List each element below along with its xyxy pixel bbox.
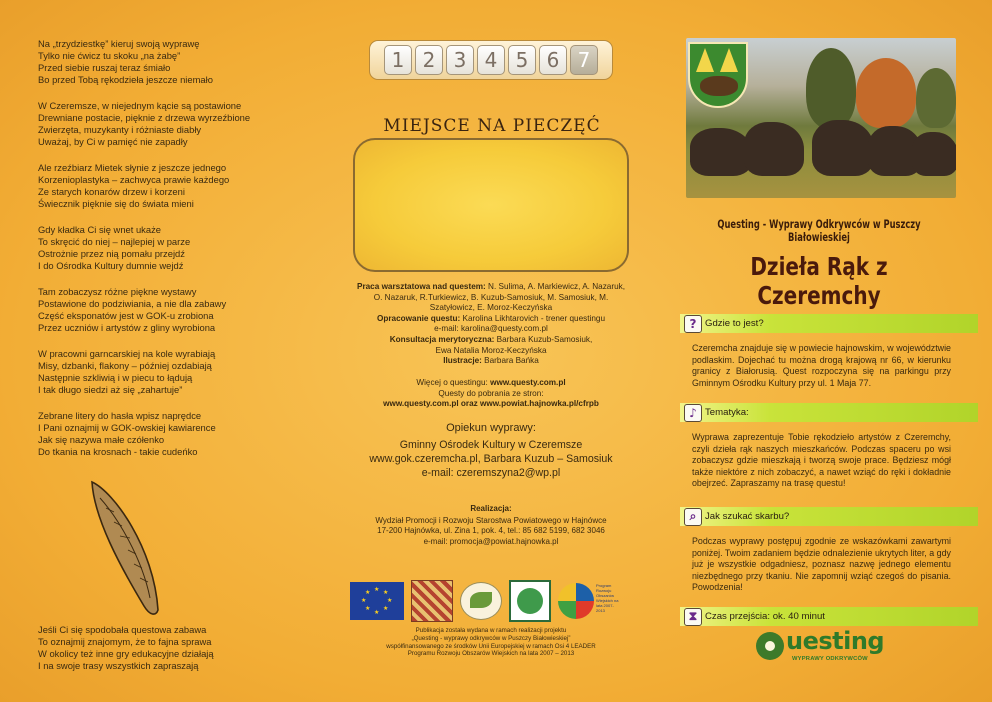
folk-pattern-logo xyxy=(411,580,453,622)
guardian-info xyxy=(356,438,626,480)
number-box: 1 xyxy=(384,45,412,75)
poem-line: Na „trzydziestkę” kieruj swoją wyprawę xyxy=(38,38,200,49)
poem-line: To oznajmij znajomym, że to fajna sprawa xyxy=(38,636,212,647)
weaving-shuttle-illustration xyxy=(84,478,164,618)
magnifier-icon: ⌕ xyxy=(684,508,702,526)
poem-line: To skręcić do niej – najlepiej w parze xyxy=(38,236,191,247)
bison-figure xyxy=(812,120,874,176)
section-text: Czeremcha znajduje się w powiecie hajnowskim, w województwie podlaskim. Dojechać tu można drogą krajową nr 66, w kierunku granicy z Białorusią. Quest rozpoczyna się na parkingu przy Gminnym Ośrodku Kultury przy ul. 1 Maja 77. xyxy=(692,343,951,388)
section-label: Czas przejścia: ok. 40 minut xyxy=(705,611,825,622)
number-box: 5 xyxy=(508,45,536,75)
poem-line: Jeśli Ci się spodobała questowa zabawa xyxy=(38,624,207,635)
poem-line: Drewniane postacie, pięknie z drzewa wyrzeźbione xyxy=(38,112,251,123)
series-title: Questing - Wyprawy Odkrywców w Puszczy Białowieskiej xyxy=(717,218,921,244)
section-label: Tematyka: xyxy=(705,407,749,418)
poem-line: Uważaj, by Ci w pamięć nie zapadły xyxy=(38,136,188,147)
hourglass-icon: ⧗ xyxy=(684,608,702,626)
poem-line: W Czeremsze, w niejednym kącie są postawione xyxy=(38,100,242,111)
crest-bison-icon xyxy=(700,76,738,96)
poem-stanza xyxy=(38,348,338,396)
credits-text: Ewa Natalia Moroz-Keczyńska xyxy=(435,345,547,355)
lgd-leaf-logo xyxy=(460,582,502,620)
forest-tree xyxy=(806,48,856,128)
letter-number-boxes xyxy=(369,40,613,80)
credits-text: Barbara Bańka xyxy=(484,356,539,366)
question-mark-icon: ? xyxy=(684,315,702,333)
questing-tagline: WYPRAWY ODKRYWCÓW xyxy=(792,656,868,662)
forest-tree xyxy=(916,68,956,128)
section-text: Podczas wyprawy postępuj zgodnie ze wskazówkami zawartymi poniżej. Twoim zadaniem będzie odnalezienie ukrytych liter, a gdy już je wszystkie odgadniesz, poznasz nazwę jednego elementu niezbędnego przy tkaniu. Nie zapomnij wziąć czegoś do pisania. Powodzenia! xyxy=(692,536,951,592)
guardian-line: e-mail: czeremszyna2@wp.pl xyxy=(421,467,561,479)
poem-line: Ostrożnie przez nią pomału przejdź xyxy=(38,248,185,259)
poem-closing xyxy=(38,624,338,672)
poem-line: Świecznik pięknie się do świata mieni xyxy=(38,198,194,209)
note-line: Programu Rozwoju Obszarów Wiejskich na lata 2007 – 2013 xyxy=(407,650,575,658)
crest-tree-icon xyxy=(720,48,738,72)
credits-email: e-mail: karolina@questy.com.pl xyxy=(434,324,548,334)
guardian-line: www.gok.czeremcha.pl, Barbara Kuzub – Samosiuk xyxy=(369,453,613,465)
credits-label: Praca warsztatowa nad questem: xyxy=(356,282,486,291)
main-title: Dzieła Rąk z Czeremchy xyxy=(750,252,888,310)
note-line: Publikacja została wydana w ramach realizacji projektu xyxy=(415,627,567,634)
poem-stanza xyxy=(38,224,338,272)
section-bar-time xyxy=(680,607,978,626)
sponsor-logos xyxy=(350,578,636,624)
bison-figure xyxy=(912,132,956,176)
questing-wordmark: uesting xyxy=(786,627,885,655)
poem-stanza xyxy=(38,162,338,210)
poem-stanza xyxy=(38,410,338,458)
poem-line: I na swoje trasy wszystkich zapraszają xyxy=(38,660,199,671)
poem-stanza xyxy=(38,100,338,148)
leader-logo xyxy=(509,580,551,622)
poem-line: Ale rzeźbiarz Mietek słynie z jeszcze jednego xyxy=(38,162,227,173)
credits-text: N. Sulima, A. Markiewicz, A. Nazaruk, O. Nazaruk, R.Turkiewicz, B. Kuzub-Samosiuk, M. Samosiuk, M. Szatyłowicz, E. Moroz-Keczyńska xyxy=(373,282,625,313)
download-links[interactable]: www.questy.com.pl oraz www.powiat.hajnowka.pl/cfrpb xyxy=(383,399,599,409)
realization-info xyxy=(356,516,626,547)
number-box: 3 xyxy=(446,45,474,75)
credits-label: Konsultacja merytoryczna: xyxy=(389,334,495,344)
poem-panel xyxy=(38,38,338,472)
autumn-tree xyxy=(856,58,916,128)
stamp-title: MIEJSCE NA PIECZĘĆ xyxy=(383,116,601,136)
poem-line: Misy, dzbanki, flakony – później ozdabiają xyxy=(38,360,212,371)
credits-text: Karolina Likhtarovich - trener questingu xyxy=(462,313,605,323)
number-box: 7 xyxy=(570,45,598,75)
stamp-area xyxy=(353,138,629,272)
guardian-line: Gminny Ośrodek Kultury w Czeremsze xyxy=(399,439,583,451)
realization-line: 17-200 Hajnówka, ul. Zina 1, pok. 4, tel.: 85 682 5199, 682 3046 xyxy=(377,526,605,536)
more-info-text: Więcej o questingu: xyxy=(416,378,488,387)
credits-label: Ilustracje: xyxy=(443,356,482,366)
poem-line: Przed siebie ruszaj teraz śmiało xyxy=(38,62,171,73)
realization-title: Realizacja: xyxy=(470,504,512,513)
poem-line: Tam zobaczysz różne piękne wystawy xyxy=(38,286,197,297)
section-label: Gdzie to jest? xyxy=(705,318,764,329)
section-bar-where xyxy=(680,314,978,333)
note-line: „Questing - wyprawy odkrywców w Puszczy Białowieskiej” xyxy=(411,634,571,642)
poem-line: Korzenioplastyka – zachwyca prawie każdego xyxy=(38,174,230,185)
number-box: 6 xyxy=(539,45,567,75)
bison-figure xyxy=(744,122,804,176)
poem-line: Przez uczniów i artystów z gliny wyrobiona xyxy=(38,322,216,333)
poem-line: Do tkania na krosnach - takie cudeńko xyxy=(38,446,198,457)
guardian-title: Opiekun wyprawy: xyxy=(446,422,536,434)
credits-text: Barbara Kuzub-Samosiuk, xyxy=(496,334,593,344)
section-text: Wyprawa zaprezentuje Tobie rękodzieło artystów z Czeremchy, czyli dzieła rąk naszych mieszkańców. Podczas spaceru po wsi zobaczysz gdzie mieszkają i tworzą swoje prace. Będziesz mógł także niektóre z nich zobaczyć, a nawet wziąć do ręki i dokładnie obejrzeć. Zapraszamy na trasę questu! xyxy=(692,432,951,488)
poem-line: Zwierzęta, muzykanty i różniaste diabły xyxy=(38,124,202,135)
more-info xyxy=(356,378,626,410)
note-line: współfinansowanego ze środków Unii Europejskiej w ramach Osi 4 LEADER xyxy=(386,642,596,650)
prow-caption: Program Rozwoju Obszarów Wiejskich na lata 2007-2013 xyxy=(596,583,619,613)
poem-line: W pracowni garncarskiej na kole wyrabiają xyxy=(38,348,216,359)
crest-tree-icon xyxy=(696,48,714,72)
poem-line: Część eksponatów jest w GOK-u zrobiona xyxy=(38,310,214,321)
questing-q-icon xyxy=(756,632,784,660)
poem-line: Tylko nie ćwicz tu skoku „na żabę” xyxy=(38,50,181,61)
county-coat-of-arms xyxy=(688,42,748,108)
poem-line: Zebrane litery do hasła wpisz naprędce xyxy=(38,410,202,421)
poem-stanza xyxy=(38,38,338,86)
poem-line: Postawione do podziwiania, a nie dla zabawy xyxy=(38,298,227,309)
number-box: 2 xyxy=(415,45,443,75)
prow-logo xyxy=(558,581,622,621)
poem-line: I do Ośrodka Kultury dumnie wejdź xyxy=(38,260,184,271)
poem-line: Bo przed Tobą rękodzieła jeszcze niemało xyxy=(38,74,213,85)
realization-line: Wydział Promocji i Rozwoju Starostwa Powiatowego w Hajnówce xyxy=(375,516,607,525)
number-box: 4 xyxy=(477,45,505,75)
poem-line: Następnie szkliwią i w piecu to łądują xyxy=(38,372,193,383)
credits-label: Opracowanie questu: xyxy=(377,313,461,323)
poem-line: I Pani oznajmij w GOK-owskiej kawiarence xyxy=(38,422,216,433)
more-info-text: Questy do pobrania ze stron: xyxy=(438,388,544,398)
questy-link[interactable]: www.questy.com.pl xyxy=(490,378,566,387)
publication-note xyxy=(356,627,626,658)
poem-line: Gdy kładka Ci się wnet ukaże xyxy=(38,224,161,235)
credits xyxy=(356,282,626,367)
section-label: Jak szukać skarbu? xyxy=(705,511,790,522)
poem-line: Ze starych konarów drzew i korzeni xyxy=(38,186,185,197)
poem-line: I tak długo siedzi aż się „zahartuje” xyxy=(38,384,183,395)
poem-line: W okolicy też inne gry edukacyjne działają xyxy=(38,648,214,659)
bison-figure xyxy=(690,128,752,176)
realization-line: e-mail: promocja@powiat.hajnowka.pl xyxy=(423,536,559,546)
prow-emblem-icon xyxy=(558,583,594,619)
poem-stanza xyxy=(38,286,338,334)
poem-line: Jak się nazywa małe czółenko xyxy=(38,434,165,445)
section-bar-theme xyxy=(680,403,978,422)
questing-logo xyxy=(756,629,896,665)
eu-flag-logo: ★ ★ ★ ★ ★ ★ ★ ★ xyxy=(350,582,404,620)
music-note-icon: ♪ xyxy=(684,404,702,422)
section-bar-how xyxy=(680,507,978,526)
